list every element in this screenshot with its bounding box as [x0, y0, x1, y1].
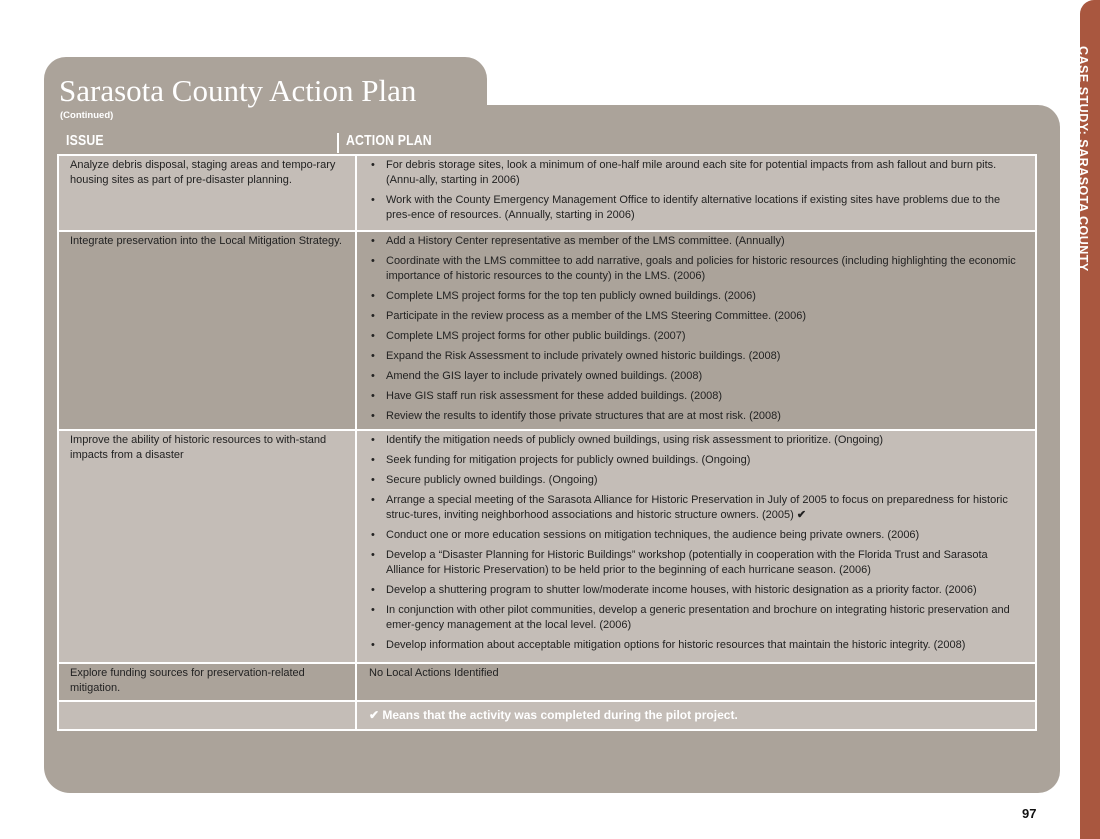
action-item: • Work with the County Emergency Management Office to identify alternative locations if existing sites have problems due to the pres-ence of resources. (Annually, starting in 2006) [369, 193, 1025, 223]
action-item: • Have GIS staff run risk assessment for these added buildings. (2008) [369, 389, 1025, 404]
action-item: • Complete LMS project forms for other public buildings. (2007) [369, 329, 1025, 344]
page-subtitle: (Continued) [60, 110, 114, 121]
column-header-action-plan: ACTION PLAN [346, 132, 432, 149]
action-item: • For debris storage sites, look a minimum of one-half mile around each site for potential impacts from ash fallout and burn pits. (Annu-ally, starting in 2006) [369, 158, 1025, 188]
action-item: • Complete LMS project forms for the top ten publicly owned buildings. (2006) [369, 289, 1025, 304]
action-item: • Coordinate with the LMS committee to add narrative, goals and policies for historic resources (including highlighting the economic importance of historic resources to the county) in the LMS. (2006) [369, 254, 1025, 284]
action-item [369, 493, 1025, 523]
action-item: • Amend the GIS layer to include privately owned buildings. (2008) [369, 369, 1025, 384]
action-item: • Seek funding for mitigation projects for publicly owned buildings. (Ongoing) [369, 453, 1025, 468]
action-plan-table [57, 154, 1037, 731]
action-item: • Add a History Center representative as member of the LMS committee. (Annually) [369, 234, 1025, 249]
column-header-issue: ISSUE [66, 132, 104, 149]
issue-cell: Improve the ability of historic resources to with-stand impacts from a disaster [58, 430, 356, 663]
action-cell [356, 231, 1036, 430]
action-item: • Develop a “Disaster Planning for Historic Buildings” workshop (potentially in cooperation with the Florida Trust and Sarasota Alliance for Historic Preservation) to be held prior to the beginning of each hurricane season. (2006) [369, 548, 1025, 578]
issue-cell: Integrate preservation into the Local Mitigation Strategy. [58, 231, 356, 430]
action-item: • Participate in the review process as a member of the LMS Steering Committee. (2006) [369, 309, 1025, 324]
section-side-label: CASE STUDY: SARASOTA COUNTY [1076, 46, 1090, 272]
action-item: • Review the results to identify those private structures that are at most risk. (2008) [369, 409, 1025, 424]
action-item: • Develop information about acceptable mitigation options for historic resources that maintain the historic integrity. (2008) [369, 638, 1025, 653]
completed-check-icon: ✔ [796, 509, 807, 521]
legend-cell [356, 701, 1036, 730]
action-item-text: Arrange a special meeting of the Sarasota Alliance for Historic Preservation in July of 2005 to focus on preparedness for historic struc-tures, inviting neighborhood associations and historic structure owners. (2005) [386, 494, 1008, 521]
action-list [369, 234, 1025, 424]
action-cell [356, 430, 1036, 663]
action-list [369, 158, 1025, 223]
legend-empty-cell [58, 701, 356, 730]
action-item: • Develop a shuttering program to shutter low/moderate income houses, with historic designation as a priority factor. (2006) [369, 583, 1025, 598]
action-item: • Expand the Risk Assessment to include privately owned historic buildings. (2008) [369, 349, 1025, 364]
issue-cell: Explore funding sources for preservation-related mitigation. [58, 663, 356, 701]
action-item: • Conduct one or more education sessions on mitigation techniques, the audience being private owners. (2006) [369, 528, 1025, 543]
table-row [58, 663, 1036, 701]
action-item: • Identify the mitigation needs of publicly owned buildings, using risk assessment to prioritize. (Ongoing) [369, 433, 1025, 448]
page-title: Sarasota County Action Plan [59, 73, 417, 108]
action-cell [356, 155, 1036, 231]
legend-text: ✔ Means that the activity was completed during the pilot project. [369, 708, 738, 722]
column-header-divider [337, 133, 339, 153]
table-row [58, 155, 1036, 231]
table-row [58, 430, 1036, 663]
table-row [58, 231, 1036, 430]
legend-row [58, 701, 1036, 730]
action-item: • Secure publicly owned buildings. (Ongoing) [369, 473, 1025, 488]
action-list [369, 433, 1025, 653]
action-cell: No Local Actions Identified [356, 663, 1036, 701]
issue-cell: Analyze debris disposal, staging areas and tempo-rary housing sites as part of pre-disaster planning. [58, 155, 356, 231]
page-number: 97 [1022, 806, 1037, 821]
action-item: • In conjunction with other pilot communities, develop a generic presentation and brochure on integrating historic preservation and emer-gency management at the local level. (2006) [369, 603, 1025, 633]
